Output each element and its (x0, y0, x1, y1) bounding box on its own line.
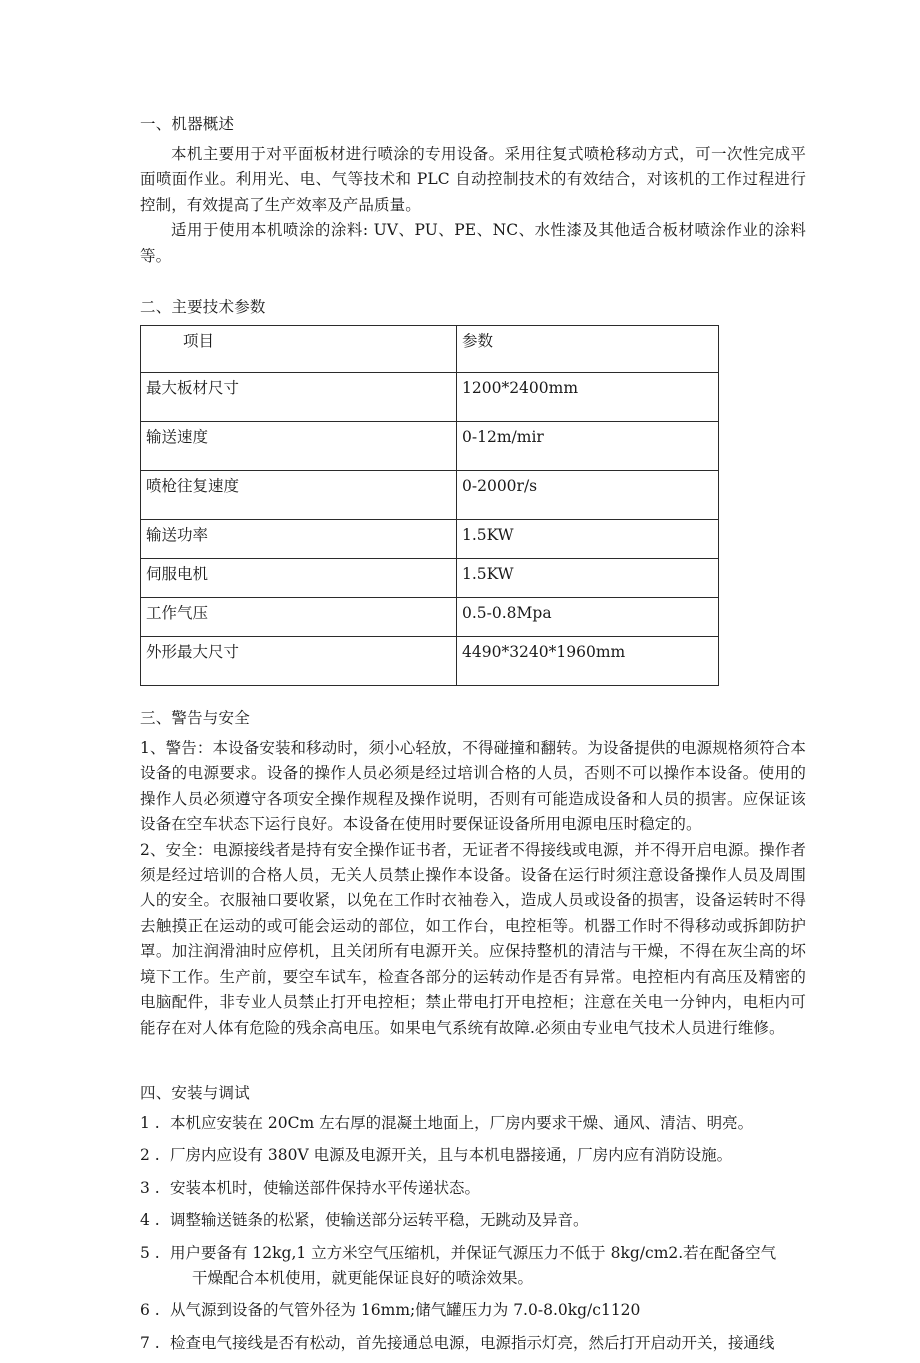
overview-paragraph-2: 适用于使用本机喷涂的涂料: UV、PU、PE、NC、水性漆及其他适合板材喷涂作业的涂料等。 (140, 221, 806, 265)
list-item-text: 安装本机时，使输送部件保持水平传递状态。 (170, 1178, 481, 1197)
document-body (140, 112, 806, 1363)
section-installation (140, 1081, 806, 1356)
table-cell-value: 1.5KW (457, 559, 719, 598)
list-item (140, 1241, 806, 1292)
spacer (140, 1041, 806, 1081)
list-item-text: 检查电气接线是否有松动，首先接通总电源，电源指示灯亮，然后打开启动开关，接通线 (170, 1333, 775, 1352)
list-item (140, 1176, 806, 1201)
table-header-item: 项目 (141, 326, 457, 373)
section-heading-safety: 三、警告与安全 (140, 709, 250, 728)
list-item (140, 1111, 806, 1136)
list-item-text: 从气源到设备的气管外径为 16mm;储气罐压力为 7.0-8.0kg/c1120 (170, 1301, 641, 1320)
list-item-number: 7 . (140, 1333, 160, 1352)
overview-paragraph-1: 本机主要用于对平面板材进行喷涂的专用设备。采用往复式喷枪移动方式，可一次性完成平面喷面作业。利用光、电、气等技术和 PLC 自动控制技术的有效结合，对该机的工作过程进行控制，有效提高了生产效率及产品质量。 (140, 145, 806, 214)
section-heading-specs: 二、主要技术参数 (140, 298, 266, 317)
table-row (141, 471, 719, 520)
list-item-continuation: 干燥配合本机使用，就更能保证良好的喷涂效果。 (192, 1268, 534, 1287)
spec-table (140, 325, 719, 686)
table-cell-item: 外形最大尺寸 (141, 637, 457, 686)
table-header-value: 参数 (457, 326, 719, 373)
table-row (141, 637, 719, 686)
list-item-text: 用户要备有 12kg,1 立方米空气压缩机，并保证气源压力不低于 8kg/cm2.若在配备空气 (170, 1243, 777, 1262)
installation-step-list (140, 1111, 806, 1356)
spacer (140, 269, 806, 295)
list-item-text: 调整输送链条的松紧，使输送部分运转平稳，无跳动及异音。 (170, 1211, 589, 1230)
list-item (140, 1208, 806, 1233)
list-item-number: 4 . (140, 1211, 160, 1230)
safety-warning-paragraph: 1、警告：本设备安装和移动时，须小心轻放，不得碰撞和翻转。为设备提供的电源规格须符合本设备的电源要求。设备的操作人员必须是经过培训合格的人员，否则不可以操作本设备。使用的操作人员必须遵守各项安全操作规程及操作说明，否则有可能造成设备和人员的损害。应保证该设备在空车状态下运行良好。本设备在使用时要保证设备所用电源电压时稳定的。 (140, 739, 806, 834)
table-row (141, 598, 719, 637)
section-overview (140, 112, 806, 269)
section-safety (140, 706, 806, 1041)
list-item (140, 1298, 806, 1323)
table-cell-value: 0-2000r/s (457, 471, 719, 520)
list-item-text: 本机应安装在 20Cm 左右厚的混凝土地面上，厂房内要求干燥、通风、清洁、明亮。 (170, 1113, 754, 1132)
table-cell-value: 0.5-0.8Mpa (457, 598, 719, 637)
table-header-row (141, 326, 719, 373)
list-item-number: 2 . (140, 1146, 160, 1165)
spacer (140, 686, 806, 706)
list-item-number: 3 . (140, 1178, 160, 1197)
table-cell-item: 伺服电机 (141, 559, 457, 598)
list-item (140, 1143, 806, 1168)
table-cell-item: 输送速度 (141, 422, 457, 471)
table-cell-item: 输送功率 (141, 520, 457, 559)
table-cell-value: 0-12m/mir (457, 422, 719, 471)
section-heading-installation: 四、安装与调试 (140, 1083, 250, 1102)
table-cell-item: 喷枪往复速度 (141, 471, 457, 520)
table-row (141, 559, 719, 598)
table-row (141, 520, 719, 559)
table-row (141, 422, 719, 471)
table-row (141, 373, 719, 422)
table-cell-item: 最大板材尺寸 (141, 373, 457, 422)
table-cell-item: 工作气压 (141, 598, 457, 637)
list-item-number: 5 . (140, 1243, 160, 1262)
section-heading-overview: 一、机器概述 (140, 115, 235, 133)
list-item-number: 1 . (140, 1113, 160, 1132)
table-cell-value: 1.5KW (457, 520, 719, 559)
safety-instruction-paragraph: 2、安全：电源接线者是持有安全操作证书者，无证者不得接线或电源，并不得开启电源。操作者须是经过培训的合格人员，无关人员禁止操作本设备。设备在运行时须注意设备操作人员及周围人的安全。衣服袖口要收紧，以免在工作时衣袖卷入，造成人员或设备的损害，设备运转时不得去触摸正在运动的或可能会运动的部位，如工作台，电控柜等。机器工作时不得移动或拆卸防护罩。加注润滑油时应停机，且关闭所有电源开关。应保持整机的清洁与干燥，不得在灰尘高的坏境下工作。生产前，要空车试车，检查各部分的运转动作是否有异常。电控柜内有高压及精密的电脑配件，非专业人员禁止打开电控柜；禁止带电打开电控柜；注意在关电一分钟内，电柜内可能存在对人体有危险的残余高电压。如果电气系统有故障.必须由专业电气技术人员进行维修。 (140, 840, 806, 1037)
table-cell-value: 4490*3240*1960mm (457, 637, 719, 686)
list-item-text: 厂房内应设有 380V 电源及电源开关，且与本机电器接通，厂房内应有消防设施。 (170, 1146, 733, 1165)
section-specs (140, 295, 806, 686)
list-item (140, 1331, 806, 1356)
list-item-number: 6 . (140, 1301, 160, 1320)
table-cell-value: 1200*2400mm (457, 373, 719, 422)
